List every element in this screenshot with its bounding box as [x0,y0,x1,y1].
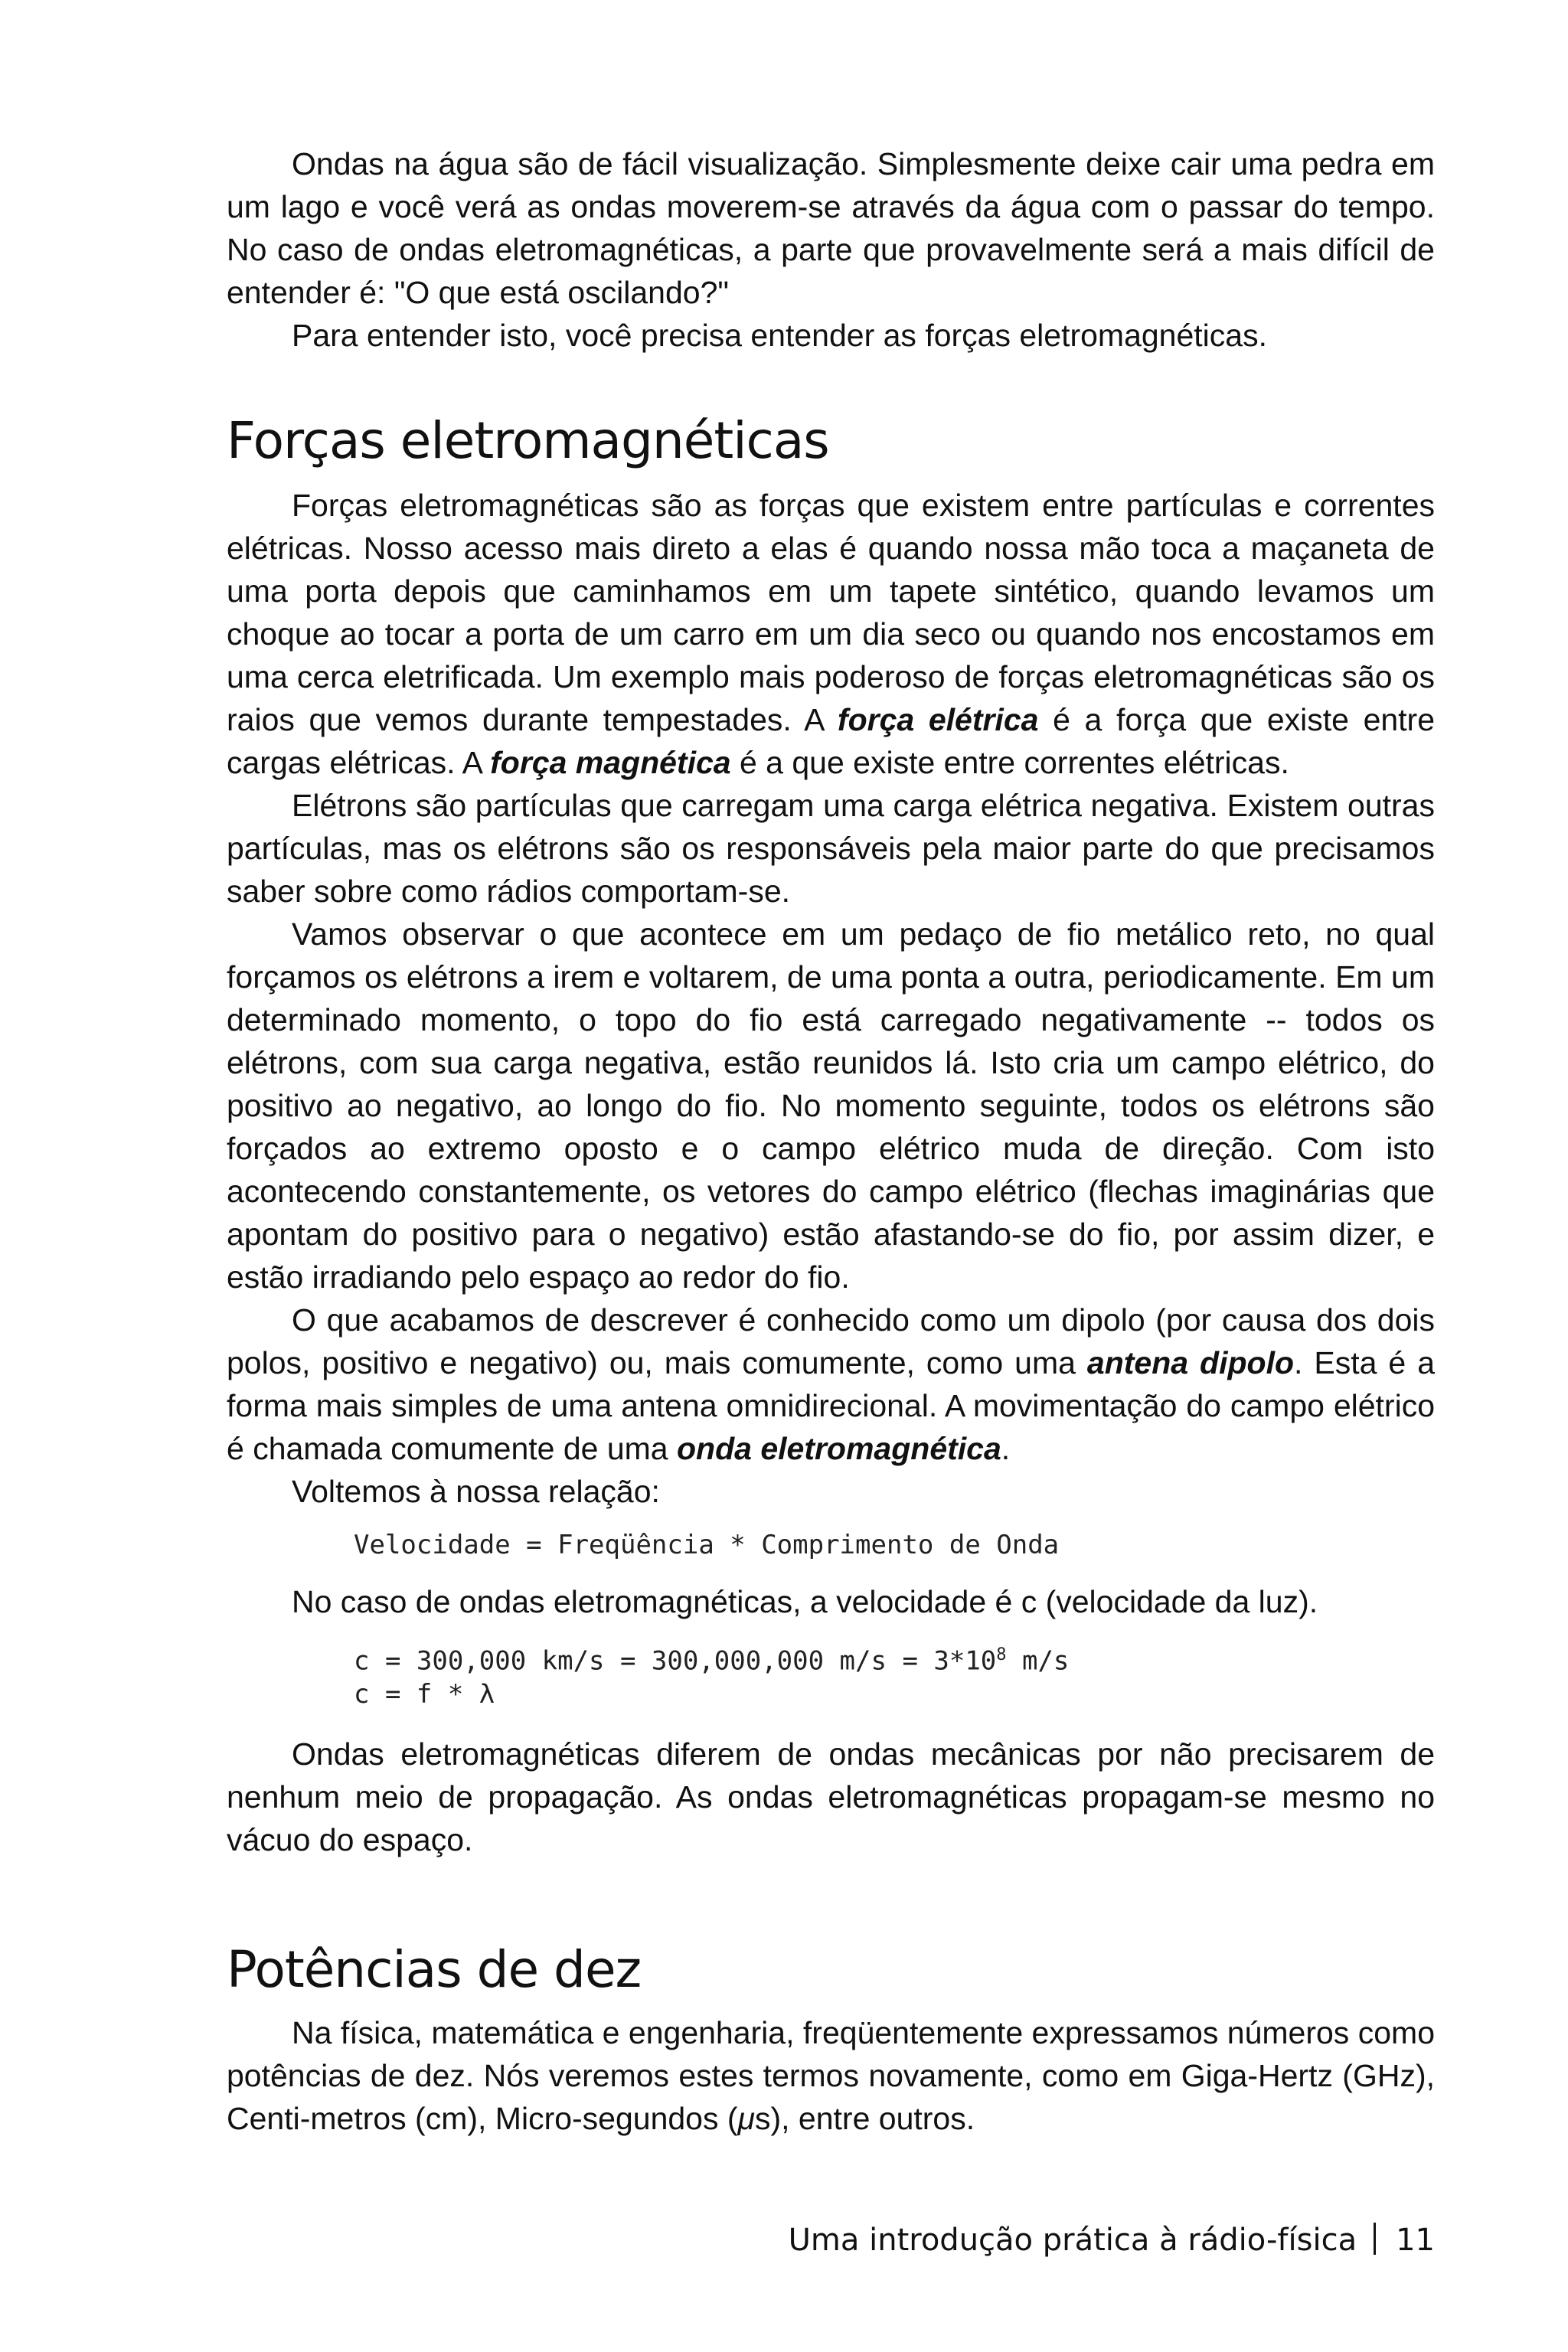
formula-line-2: c = f * λ [354,1679,495,1710]
forcas-paragraph-6: No caso de ondas eletromagnéticas, a velocidade é c (velocidade da luz). [292,1584,1318,1619]
text-span: O que acabamos de descrever é conhecido como um dipolo (por causa dos dois polos, positivo e negativo) ou, mais comumente, como uma [227,1302,1435,1380]
text-span: . [1001,1431,1011,1466]
formula-text: c = 300,000 km/s = 300,000,000 m/s = 3*10 [354,1645,997,1677]
term-antena-dipolo: antena dipolo [1086,1345,1295,1380]
formula-velocidade-luz [354,1638,1435,1711]
term-forca-magnetica: força magnética [490,745,731,780]
text-span: é a que existe entre correntes elétricas. [730,745,1289,780]
text-span: Na física, matemática e engenharia, freqüentemente expressamos números como potências de dez. Nós veremos estes termos novamente, como em Giga-Hertz (GHz), Centi-metros (cm), Micro-segundos ( [227,2015,1435,2137]
text-span: Forças eletromagnéticas são as forças que existem entre partículas e correntes elétricas. Nosso acesso mais direto a elas é quando nossa mão toca a maçaneta de uma porta depois que caminhamos em um tapete sintético, quando levamos um choque ao tocar a porta de um carro em um dia seco ou quando nos encostamos em uma cerca eletrificada. Um exemplo mais poderoso de forças eletromagnéticas são os raios que vemos durante tempestades. A [227,488,1435,737]
formula-line-1 [354,1638,1435,1677]
intro-paragraph-1: Ondas na água são de fácil visualização. Simplesmente deixe cair uma pedra em um lago e você verá as ondas moverem-se através da água com o passar do tempo. No caso de ondas eletromagnéticas, a parte que provavelmente será a mais difícil de entender é: "O que está oscilando?" [227,146,1435,310]
term-forca-eletrica: força elétrica [837,702,1039,737]
page-footer [789,2219,1435,2262]
footer-book-title: Uma introdução prática à rádio-física [788,2223,1357,2258]
text-span: s), entre outros. [755,2101,975,2137]
formula-text: m/s [1006,1645,1070,1677]
mu-symbol: μ [737,2101,755,2137]
section-heading-forcas: Forças eletromagnéticas [227,411,829,470]
text-span: é a força que existe entre cargas elétricas. A [227,702,1436,780]
forcas-paragraph-5: Voltemos à nossa relação: [292,1474,660,1509]
forcas-paragraph-4 [227,1298,1435,1470]
formula-velocidade: Velocidade = Freqüência * Comprimento de Onda [354,1530,1060,1560]
page-body [227,142,1435,2140]
section-heading-potencias: Potências de dez [227,1940,642,2000]
forcas-paragraph-1 [227,484,1435,784]
forcas-paragraph-3: Vamos observar o que acontece em um pedaço de fio metálico reto, no qual forçamos os elétrons a irem e voltarem, de uma ponta a outra, periodicamente. Em um determinado momento, o topo do fio está carregado negativamente -- todos os elétrons, com sua carga negativa, estão reunidos lá. Isto cria um campo elétrico, do positivo ao negativo, ao longo do fio. No momento seguinte, todos os elétrons são forçados ao extremo oposto e o campo elétrico muda de direção. Com isto acontecendo constantemente, os vetores do campo elétrico (flechas imaginárias que apontam do positivo para o negativo) estão afastando-se do fio, por assim dizer, e estão irradiando pelo espaço ao redor do fio. [227,916,1435,1295]
intro-paragraph-2: Para entender isto, você precisa entender as forças eletromagnéticas. [292,318,1267,353]
footer-separator [1374,2223,1376,2255]
page-number: 11 [1396,2223,1435,2258]
forcas-paragraph-2: Elétrons são partículas que carregam uma carga elétrica negativa. Existem outras partículas, mas os elétrons são os responsáveis pela maior parte do que precisamos saber sobre como rádios comportam-se. [227,788,1435,909]
formula-exponent: 8 [996,1645,1007,1664]
term-onda-eletromagnetica: onda eletromagnética [677,1431,1001,1466]
forcas-paragraph-7: Ondas eletromagnéticas diferem de ondas mecânicas por não precisarem de nenhum meio de propagação. As ondas eletromagnéticas propagam-se mesmo no vácuo do espaço. [227,1736,1435,1858]
text-span: . Esta é a forma mais simples de uma antena omnidirecional. A movimentação do campo elétrico é chamada comumente de uma [227,1345,1435,1466]
potencias-paragraph-1 [227,2011,1435,2140]
